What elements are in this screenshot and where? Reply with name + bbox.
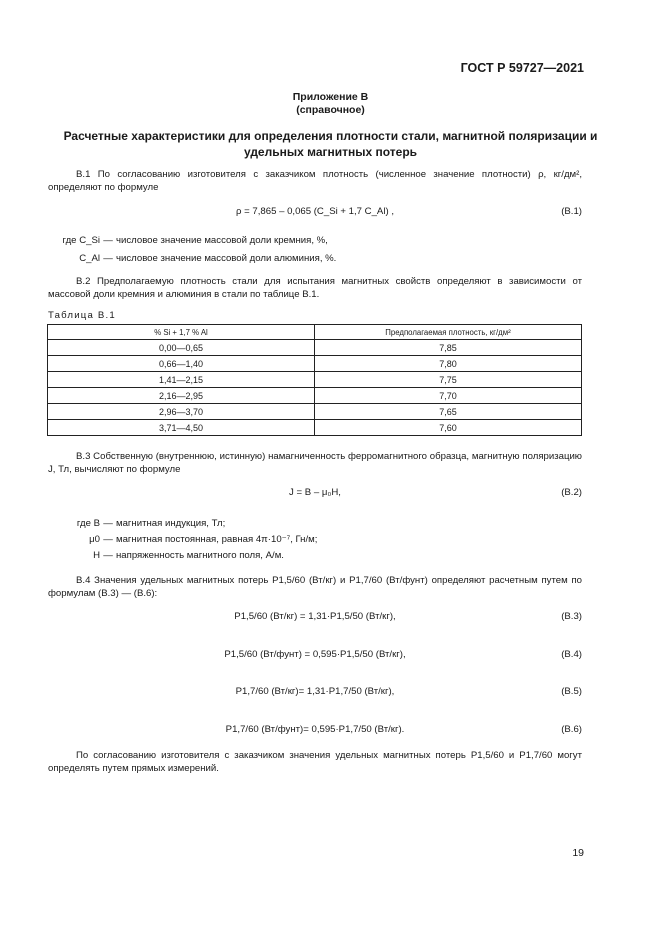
formula-b3-number: (В.3) bbox=[561, 611, 582, 622]
table-cell: 7,60 bbox=[315, 420, 582, 436]
table-caption: Таблица В.1 bbox=[48, 310, 116, 321]
formula-b2-number: (В.2) bbox=[561, 487, 582, 498]
table-row bbox=[48, 340, 582, 356]
where-symbol: μ0 bbox=[89, 534, 100, 545]
paragraph-b3: В.3 Собственную (внутреннюю, истинную) намагниченность ферромагнитного образца, магнитную поляризацию J, Тл, вычисляют по формуле bbox=[48, 451, 582, 475]
table-cell: 0,00—0,65 bbox=[48, 340, 315, 356]
table-row bbox=[48, 372, 582, 388]
where-list-b2 bbox=[48, 517, 317, 562]
formula-b2-expression: J = B – μ₀H, bbox=[289, 487, 341, 498]
paragraph-b4: В.4 Значения удельных магнитных потерь P1,5/60 (Вт/кг) и P1,7/60 (Вт/фунт) определяют расчетным путем по формулам (В.3) — (В.6): bbox=[48, 575, 582, 599]
table-header-row bbox=[48, 325, 582, 340]
table-cell: 3,71—4,50 bbox=[48, 420, 315, 436]
formula-b5-expression: P1,7/60 (Вт/кг)= 1,31·P1,7/50 (Вт/кг), bbox=[235, 686, 395, 697]
where-text: напряженность магнитного поля, А/м. bbox=[116, 550, 284, 561]
where-text: числовое значение массовой доли алюминия, %. bbox=[116, 253, 337, 264]
formula-b3-expression: P1,5/60 (Вт/кг) = 1,31·P1,5/50 (Вт/кг), bbox=[234, 611, 396, 622]
formula-b3 bbox=[48, 611, 582, 625]
paragraph-b1: В.1 По согласованию изготовителя с заказчиком плотность (численное значение плотности) ρ, кг/дм², определяют по формуле bbox=[48, 169, 582, 193]
standard-designation: ГОСТ Р 59727—2021 bbox=[460, 61, 584, 75]
table-row bbox=[48, 420, 582, 436]
table-cell: 7,70 bbox=[315, 388, 582, 404]
table-row bbox=[48, 388, 582, 404]
annex-status: (справочное) bbox=[296, 104, 365, 116]
table-header-cell: % Si + 1,7 % Al bbox=[48, 325, 315, 340]
annex-title: Приложение В bbox=[292, 91, 369, 103]
paragraph-b2: В.2 Предполагаемую плотность стали для испытания магнитных свойств определяют в зависимости от массовой доли кремния и алюминия в стали по таблице В.1. bbox=[48, 276, 582, 300]
formula-b6 bbox=[48, 724, 582, 738]
table-cell: 1,41—2,15 bbox=[48, 372, 315, 388]
formula-b1-number: (В.1) bbox=[561, 206, 582, 217]
formula-b2 bbox=[48, 487, 582, 501]
where-text: магнитная постоянная, равная 4π·10⁻⁷, Гн/м; bbox=[116, 534, 318, 545]
where-list-b1 bbox=[48, 234, 336, 265]
formula-b4-number: (В.4) bbox=[561, 649, 582, 660]
table-row bbox=[48, 356, 582, 372]
table-cell: 2,16—2,95 bbox=[48, 388, 315, 404]
section-heading-line-1: Расчетные характеристики для определения плотности стали, магнитной поляризации и bbox=[63, 129, 598, 143]
formula-b5-number: (В.5) bbox=[561, 686, 582, 697]
formula-b6-expression: P1,7/60 (Вт/фунт)= 0,595·P1,7/50 (Вт/кг). bbox=[225, 724, 405, 735]
density-table bbox=[47, 324, 582, 436]
section-heading bbox=[40, 128, 621, 160]
where-item: C_Al — числовое значение массовой доли алюминия, %. bbox=[48, 252, 336, 265]
where-item: где C_Si — числовое значение массовой доли кремния, %, bbox=[48, 234, 336, 247]
where-text: числовое значение массовой доли кремния, %, bbox=[116, 235, 328, 246]
formula-b1 bbox=[48, 206, 582, 220]
where-text: магнитная индукция, Тл; bbox=[116, 518, 226, 529]
formula-b4-expression: P1,5/60 (Вт/фунт) = 0,595·P1,5/50 (Вт/кг), bbox=[224, 649, 406, 660]
where-item: где B — магнитная индукция, Тл; bbox=[48, 517, 317, 530]
table-cell: 7,65 bbox=[315, 404, 582, 420]
table-row bbox=[48, 404, 582, 420]
where-symbol: где B bbox=[76, 518, 100, 529]
formula-b5 bbox=[48, 686, 582, 700]
section-heading-line-2: удельных магнитных потерь bbox=[243, 145, 418, 159]
where-symbol: где C_Si bbox=[62, 235, 100, 246]
table-cell: 7,85 bbox=[315, 340, 582, 356]
paragraph-final: По согласованию изготовителя с заказчиком значения удельных магнитных потерь P1,5/60 и P1,7/60 могут определять путем прямых измерений. bbox=[48, 750, 582, 774]
formula-b1-expression: ρ = 7,865 – 0,065 (C_Si + 1,7 C_Al) , bbox=[236, 206, 394, 217]
table-cell: 2,96—3,70 bbox=[48, 404, 315, 420]
formula-b6-number: (В.6) bbox=[561, 724, 582, 735]
annex-title-block bbox=[0, 91, 661, 117]
where-symbol: H bbox=[93, 550, 100, 561]
table-header-cell: Предполагаемая плотность, кг/дм² bbox=[315, 325, 582, 340]
table-cell: 7,80 bbox=[315, 356, 582, 372]
where-item: μ0 — магнитная постоянная, равная 4π·10⁻⁷, Гн/м; bbox=[48, 533, 317, 546]
where-symbol: C_Al bbox=[79, 253, 100, 264]
table-cell: 0,66—1,40 bbox=[48, 356, 315, 372]
table-cell: 7,75 bbox=[315, 372, 582, 388]
page-number: 19 bbox=[572, 847, 584, 859]
formula-b4 bbox=[48, 649, 582, 663]
where-item: H — напряженность магнитного поля, А/м. bbox=[48, 549, 317, 562]
